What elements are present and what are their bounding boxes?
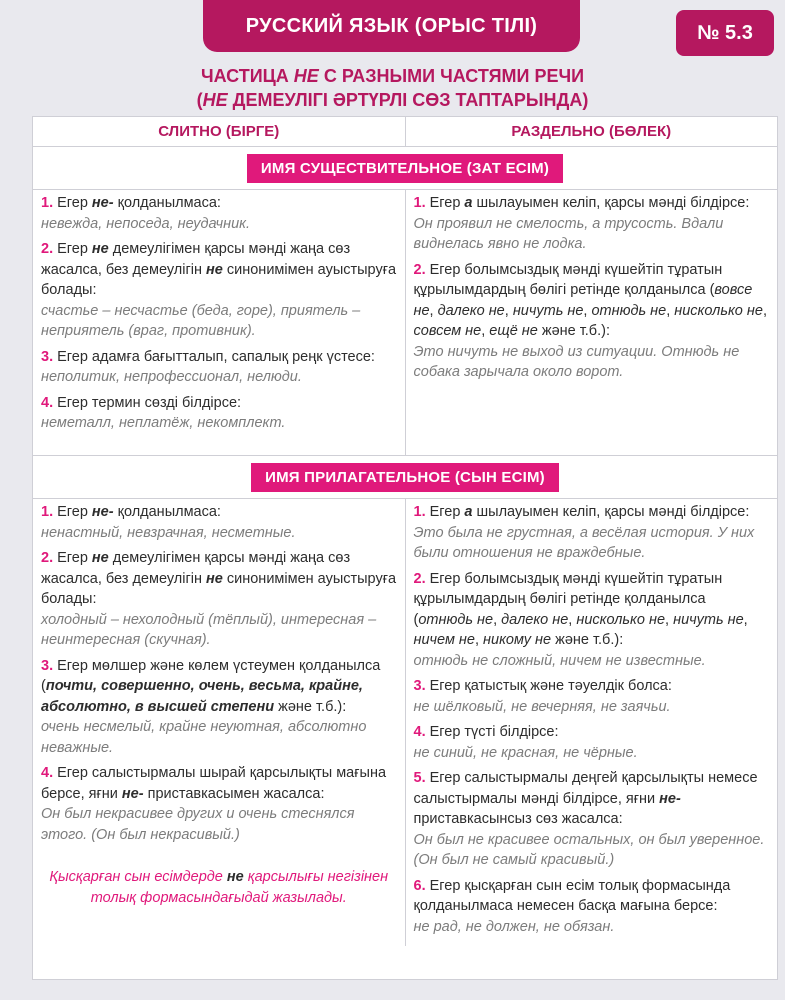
rule-example: неполитик, непрофессионал, нелюди. <box>41 369 302 385</box>
rule-text: Егер адамға бағытталып, сапалық реңк үстесе: <box>53 348 375 365</box>
rule-text: демеулігімен қарсы мәнді жаңа сөз жасалса, без демеулігін <box>41 550 351 587</box>
title-line-1 <box>0 64 785 88</box>
rule-number: 1. <box>413 504 426 520</box>
rule-keyword: никому не <box>483 632 552 648</box>
rule-number: 3. <box>413 678 426 694</box>
separator: , <box>583 302 592 319</box>
separator: , <box>504 302 513 319</box>
adjective-separate-column <box>406 499 778 946</box>
rule-text: Егер <box>53 195 92 211</box>
rule-text: және т.б.): <box>537 323 610 339</box>
noun-together-column <box>33 190 406 455</box>
rules-table <box>32 116 778 980</box>
rule-text: шылауымен келіп, қарсы мәнді білдірсе: <box>472 504 750 520</box>
rule-example: Он был не красивее остальных, он был уверенное. (Он был не самый красивый.) <box>413 831 765 868</box>
page-number-badge: № 5.3 <box>676 10 774 56</box>
rule-keyword: совсем не <box>413 323 482 339</box>
rule-item <box>41 502 397 543</box>
title-text: ( <box>196 90 203 110</box>
rule-text: Егер салыстырмалы шырай қарсылықты мағына берсе, яғни <box>41 765 387 802</box>
section-heading-noun: ИМЯ СУЩЕСТВИТЕЛЬНОЕ (ЗАТ ЕСІМ) <box>247 154 563 183</box>
noun-body <box>33 190 777 456</box>
note-text: Қысқарған сын есімдерде <box>49 869 227 885</box>
rule-keyword: далеко не <box>437 302 505 319</box>
rule-keyword: не- <box>659 790 681 807</box>
rule-text: приставкасымен жасалса: <box>143 785 325 802</box>
rule-example: Это ничуть не выход из ситуации. Отнюдь не собака зарычала около ворот. <box>413 343 740 380</box>
rule-keyword: вовсе не <box>413 282 753 319</box>
rule-example: неметалл, неплатёж, некомплект. <box>41 415 286 431</box>
title-ne: НЕ <box>293 66 319 86</box>
rule-number: 1. <box>41 195 54 211</box>
rule-example: невежда, непоседа, неудачник. <box>41 215 251 232</box>
rule-number: 4. <box>41 394 54 411</box>
title-text: ЧАСТИЦА <box>200 66 294 86</box>
rule-keyword: не- <box>121 785 144 802</box>
rule-keyword: нисколько не <box>674 302 763 319</box>
rule-item <box>41 548 397 651</box>
section-noun-row <box>33 147 777 190</box>
separator: , <box>666 302 675 319</box>
rule-example: не рад, не должен, не обязан. <box>413 918 615 935</box>
rule-text: және т.б.): <box>274 698 347 715</box>
rule-example: Он был некрасивее других и очень стеснялся этого. (Он был некрасивый.) <box>41 806 355 843</box>
rule-text: және т.б.): <box>551 632 624 648</box>
separator: , <box>493 611 502 628</box>
rule-number: 2. <box>41 241 54 257</box>
rule-number: 3. <box>41 657 54 674</box>
rule-text: демеулігімен қарсы мәнді жаңа сөз жасалса, без демеулігін <box>41 241 351 278</box>
rule-example: ненастный, невзрачная, несметные. <box>41 524 296 541</box>
rule-text: синонимімен ауыстыруға болады: <box>41 570 397 607</box>
rule-text: Егер <box>53 241 92 257</box>
title-ne: НЕ <box>202 90 228 110</box>
separator: , <box>429 302 438 319</box>
page-title <box>0 64 785 112</box>
rule-number: 5. <box>413 770 426 786</box>
separator: , <box>474 632 484 648</box>
separator: , <box>762 302 767 319</box>
column-header-separate: РАЗДЕЛЬНО (БӨЛЕК) <box>511 123 672 140</box>
rule-text: Егер қатыстық және тәуелдік болса: <box>425 678 672 694</box>
rule-example: холодный – нехолодный (тёплый), интересная – неинтересная (скучная). <box>41 611 377 648</box>
rule-text: қолданылмаса: <box>113 195 221 211</box>
rule-keyword: нисколько не <box>576 611 666 628</box>
rule-keyword: не- <box>91 504 114 520</box>
rule-example: не синий, не красная, не чёрные. <box>413 744 638 761</box>
rule-number: 4. <box>41 765 54 781</box>
rule-number: 3. <box>41 348 54 365</box>
rule-text: Егер термин сөзді білдірсе: <box>53 394 242 411</box>
title-line-2 <box>0 88 785 112</box>
rule-keyword: не <box>91 550 109 566</box>
rule-example: Это была не грустная, а весёлая история. У них были отношения не враждебные. <box>413 524 755 561</box>
rule-keyword: не <box>206 261 223 278</box>
rule-number: 2. <box>413 261 426 278</box>
column-header-together: СЛИТНО (БІРГЕ) <box>33 117 406 146</box>
rule-example: не шёлковый, не вечерняя, не заячьи. <box>413 698 671 715</box>
note-text: қарсылығы негізінен толық формасындағыдай жазылады. <box>90 869 389 906</box>
rule-example: счастье – несчастье (беда, горе), приятель – неприятель (враг, противник). <box>41 302 361 339</box>
noun-separate-column <box>406 190 778 455</box>
rule-keyword: ещё не <box>489 323 538 339</box>
rule-item <box>41 239 397 342</box>
rule-item <box>41 193 397 234</box>
rule-text: Егер болымсыздық мәнді күшейтіп тұратын құрылымдардың бөлігі ретінде қолданылса ( <box>413 570 723 628</box>
rule-keyword: ничуть не <box>512 302 584 319</box>
rule-item <box>414 676 770 717</box>
rule-item <box>414 722 770 763</box>
rule-item <box>41 656 397 759</box>
subject-banner: РУССКИЙ ЯЗЫК (ОРЫС ТІЛІ) <box>203 0 580 52</box>
rule-text: синонимімен ауыстыруға болады: <box>41 261 397 298</box>
rule-keyword: а <box>464 504 473 520</box>
rule-number: 1. <box>413 195 426 211</box>
rule-text: Егер қысқарған сын есім толық формасында қолданылмаса немесен басқа мағына берсе: <box>413 877 731 914</box>
rule-item <box>41 393 397 434</box>
rule-text: қолданылмаса: <box>113 504 221 520</box>
rule-text: Егер мөлшер және көлем үстеумен қолданылса ( <box>41 657 381 694</box>
rule-number: 6. <box>413 877 426 894</box>
rule-item <box>414 260 770 383</box>
note-keyword: не <box>226 869 244 885</box>
rule-text: Егер <box>53 550 92 566</box>
rule-keyword: отнюдь не <box>418 611 494 628</box>
rule-text: Егер <box>53 504 92 520</box>
rule-keyword: не- <box>91 195 114 211</box>
rule-text: Егер <box>425 195 465 211</box>
rule-keyword: не <box>206 570 223 587</box>
rule-number: 1. <box>41 504 54 520</box>
rule-keyword: ничем не <box>413 632 475 648</box>
rule-item <box>41 763 397 845</box>
title-text: ДЕМЕУЛІГІ ӘРТҮРЛІ СӨЗ ТАПТАРЫНДА) <box>227 90 589 110</box>
section-adjective-row <box>33 456 777 499</box>
rule-item <box>414 876 770 938</box>
rule-example: отнюдь не сложный, ничем не известные. <box>413 652 706 669</box>
rule-text: Егер түсті білдірсе: <box>425 724 559 740</box>
rule-example: очень несмелый, крайне неуютная, абсолютно неважные. <box>41 719 367 756</box>
rule-text: Егер салыстырмалы деңгей қарсылықты немесе салыстырмалы мәнді білдірсе, яғни <box>413 770 758 807</box>
rule-keyword: а <box>464 195 473 211</box>
section-heading-adjective: ИМЯ ПРИЛАГАТЕЛЬНОЕ (СЫН ЕСІМ) <box>251 463 559 492</box>
separator: , <box>481 323 490 339</box>
rule-item <box>414 569 770 672</box>
rule-text: шылауымен келіп, қарсы мәнді білдірсе: <box>472 195 750 211</box>
rule-keyword: отнюдь не <box>591 302 667 319</box>
adjective-together-column <box>33 499 406 946</box>
rule-item <box>41 347 397 388</box>
rule-item <box>414 502 770 564</box>
rule-keyword: далеко не <box>501 611 569 628</box>
rule-text: Егер болымсыздық мәнді күшейтіп тұратын құрылымдардың бөлігі ретінде қолданылса ( <box>413 261 723 298</box>
rule-number: 2. <box>41 550 54 566</box>
rule-number: 4. <box>413 724 426 740</box>
rule-text: приставкасынсыз сөз жасалса: <box>413 811 623 827</box>
short-adjective-note <box>49 867 389 909</box>
rule-item <box>414 768 770 871</box>
rule-keyword: ничуть не <box>673 611 744 628</box>
rule-text: Егер <box>425 504 465 520</box>
adjective-body <box>33 499 777 946</box>
rule-item <box>414 193 770 255</box>
separator: , <box>743 611 748 628</box>
rule-example: Он проявил не смелость, а трусость. Вдали виднелась явно не лодка. <box>413 215 724 252</box>
rule-number: 2. <box>413 570 426 587</box>
separator: , <box>665 611 674 628</box>
separator: , <box>568 611 577 628</box>
rule-keyword: почти, совершенно, очень, весьма, крайне, абсолютно, в высшей степени <box>41 678 363 715</box>
title-text: С РАЗНЫМИ ЧАСТЯМИ РЕЧИ <box>318 66 585 86</box>
column-header-row <box>33 117 777 147</box>
rule-keyword: не <box>91 241 109 257</box>
